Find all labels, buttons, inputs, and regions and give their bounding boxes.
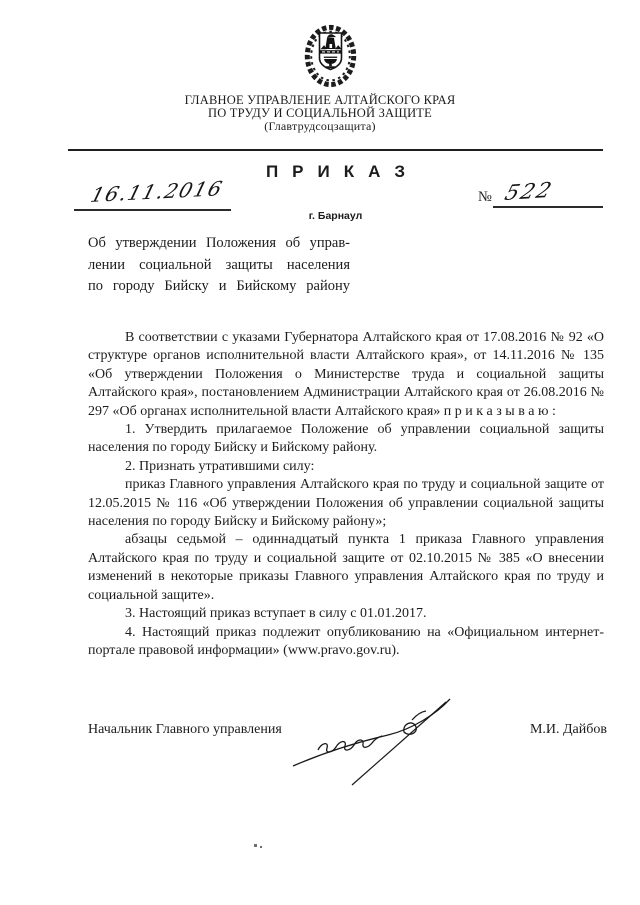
signatory-name: М.И. Дайбов [529, 722, 607, 737]
number-sign-label: № [478, 189, 492, 205]
order-body-text [88, 329, 604, 660]
order-paragraph: абзацы седьмой – одиннадцатый пункта 1 приказа Главного управления Алтайского края по труду и социальной защите от 02.10.2015 № 385 «О внесении изменений в некоторые приказы Главного управления Алтайского края по труду и социальной защите». [88, 532, 604, 603]
order-date-handwritten: 16.11.2016 [88, 176, 227, 207]
org-name-block [0, 94, 640, 133]
order-paragraph: 4. Настоящий приказ подлежит опубликованию на «Официальном интернет-портале правовой информации» (www.pravo.gov.ru). [88, 624, 604, 658]
org-name-line2: ПО ТРУДУ И СОЦИАЛЬНОЙ ЗАЩИТЕ [208, 106, 432, 120]
order-subject-line: по городу Бийску и Бийскому району [88, 278, 350, 294]
header-divider-line [68, 149, 603, 151]
order-subject-line: лении социальной защиты населения [88, 256, 350, 273]
order-paragraph: 2. Признать утратившими силу: [125, 458, 315, 474]
signature-autograph-icon [288, 690, 463, 788]
order-subject [88, 233, 350, 298]
signatory-position-label: Начальник Главного управления [88, 722, 282, 737]
org-short-name: (Главтрудсоцзащита) [264, 119, 376, 133]
order-paragraph: В соответствии с указами Губернатора Алтайского края от 17.08.2016 № 92 «О структуре органов исполнительной власти Алтайского края», от 14.11.2016 № 135 «Об утверждении Положения о Министерстве труда и социальной защиты Алтайского края», постановлением Администрации Алтайского края от 26.08.2016 № 297 «Об органах исполнительной власти Алтайского края» п р и к а з ы в а ю : [88, 330, 604, 419]
scan-artifact [260, 846, 262, 848]
order-paragraph: 1. Утвердить прилагаемое Положение об управлении социальной защиты населения по городу Бийску и Бийскому району. [88, 422, 604, 456]
scan-artifact [254, 844, 257, 847]
order-paragraph: приказ Главного управления Алтайского края по труду и социальной защите от 12.05.2015 № 116 «Об утверждении Положения об управлении социальной защиты населения по городу Бийску и Бийскому району»; [88, 477, 604, 530]
order-paragraph: 3. Настоящий приказ вступает в силу с 01.01.2017. [125, 606, 427, 622]
order-subject-line: Об утверждении Положения об управ- [88, 235, 350, 251]
order-number-handwritten: 522 [502, 177, 557, 205]
city-label: г. Барнаул [308, 210, 363, 222]
order-title: ПРИКАЗ [265, 162, 420, 181]
altai-krai-coat-of-arms-icon [304, 20, 357, 88]
number-underline [493, 206, 603, 208]
org-name-line1: ГЛАВНОЕ УПРАВЛЕНИЕ АЛТАЙСКОГО КРАЯ [184, 93, 456, 107]
